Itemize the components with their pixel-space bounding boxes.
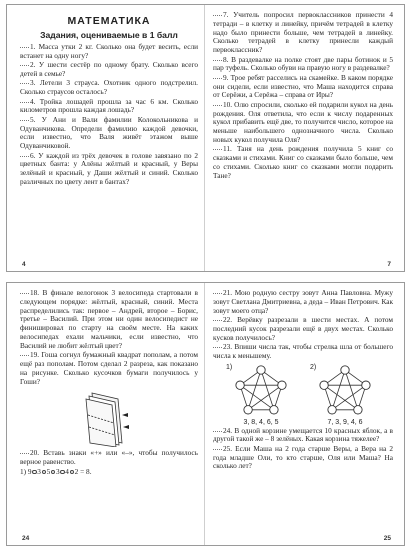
question-text: Гоша согнул бумажный квадрат пополам, а потом ещё раз пополам. Потом сделал 2 разреза, как показано на рисунке. Сколько кусочков бумаги получилось у Гоши? <box>20 350 198 386</box>
page-4 <box>7 5 204 271</box>
question-number: 24. <box>223 425 233 435</box>
question-text: Олю спросили, сколько ей подарили кукол на день рождения. Оля ответила, что если к числу подаренных кукол прибавить ещё две, то получится число, которое на меньше наибольшего однозначного числа. Сколько новых кукол получила Оля? <box>213 99 393 144</box>
equation-prefix: 1) 9 <box>20 466 32 476</box>
pentagon-edge <box>241 389 246 406</box>
question-text: Учитель попросил первоклассников принести 4 тетради – в клетку и линейку, причём тетрадей в клетку надо было принести больше, чем тетрадей в линейку. Сколько тетрадей в клетку принесли каждый первоклассник? <box>213 10 393 55</box>
number-slot-circle <box>257 365 265 373</box>
question-number: 1. <box>30 42 36 51</box>
question-number: 2. <box>30 60 36 70</box>
placeholder-mark <box>213 449 222 450</box>
question-1 <box>20 43 198 61</box>
question-text: Трое ребят расселись на скамейке. В каком порядке они сидели, если известно, что Маша находится справа от Серёжи, а Серёжа – справа от Иры? <box>213 72 393 100</box>
question-number: 10. <box>223 99 233 109</box>
page-25 <box>205 283 405 545</box>
question-text: У Ани и Вали фамилии Колокольникова и Одуванчикова. Определи фамилию каждой девочки, если известно, что Валя живёт этажом выше Одуванчиковой. <box>20 114 198 151</box>
question-number: 21. <box>223 288 233 297</box>
question-number: 22. <box>223 314 233 324</box>
question-25 <box>213 445 393 471</box>
equation-digit: 3 <box>55 466 60 476</box>
page-number: 7 <box>387 261 391 268</box>
question-text: Верёвку разрезали в шести местах. А потом последний кусок разрезали ещё в двух местах. Сколько кусков получилось? <box>213 314 394 342</box>
folded-paper-illustration <box>78 389 140 447</box>
question-9 <box>213 74 393 100</box>
number-slot-circle <box>328 405 336 413</box>
folded-paper-figure <box>20 389 198 447</box>
star-diagonal <box>333 374 343 406</box>
placeholder-mark <box>213 431 222 432</box>
question-24 <box>213 427 393 445</box>
question-number: 3. <box>30 78 36 88</box>
equation-digit: 3 <box>37 466 41 476</box>
number-slot-circle <box>236 381 244 389</box>
placeholder-mark <box>213 78 222 79</box>
question-number: 20. <box>30 448 40 458</box>
sign-slot[interactable] <box>51 470 56 475</box>
question-text: Летели 3 страуса. Охотник одного подстрелил. Сколько страусов осталось? <box>20 78 198 97</box>
pentagon-edge <box>264 372 278 382</box>
question-3 <box>20 79 198 97</box>
question-number: 9. <box>223 72 229 82</box>
question-18 <box>20 289 198 351</box>
placeholder-mark <box>20 453 29 454</box>
pentagon-edge <box>243 372 257 382</box>
equation-digit: 4 <box>65 466 69 476</box>
placeholder-mark <box>20 47 29 48</box>
pentagon-edge <box>325 389 330 406</box>
question-7 <box>213 11 393 55</box>
question-11 <box>213 145 393 180</box>
question-number: 5. <box>30 114 36 124</box>
placeholder-mark <box>213 149 222 150</box>
question-5 <box>20 116 198 151</box>
star-diagonal <box>243 387 270 407</box>
question-6 <box>20 152 198 187</box>
question-text: Впиши числа так, чтобы стрелка шла от большего числа к меньшему. <box>213 341 393 360</box>
figure-label: 2) <box>310 363 317 371</box>
question-10 <box>213 101 393 145</box>
question-20 <box>20 449 198 467</box>
star-diagonal <box>346 374 356 406</box>
placeholder-mark <box>213 293 222 294</box>
star-figure-2 <box>308 364 382 426</box>
placeholder-mark <box>213 105 222 106</box>
question-text: Тройка лошадей прошла за час 6 км. Сколько километров прошла каждая лошадь? <box>20 96 198 115</box>
number-slot-circle <box>270 405 278 413</box>
question-text: У шести сестёр по одному брату. Сколько всего детей в семье? <box>20 60 198 78</box>
question-21 <box>213 289 393 315</box>
equation-line <box>20 468 198 477</box>
pentagon-star-diagram <box>316 364 374 418</box>
figure-label: 1) <box>226 363 233 371</box>
sign-slot[interactable] <box>42 470 47 475</box>
number-slot-circle <box>278 381 286 389</box>
question-text: Если Маша на 2 года старше Веры, а Вера на 2 года младше Оли, то кто старше, Оля или Маша? На сколько лет? <box>213 443 394 471</box>
placeholder-mark <box>213 320 222 321</box>
pentagon-edge <box>275 389 280 406</box>
top-book-spread <box>6 4 405 272</box>
star-diagonal <box>251 387 278 407</box>
star-diagonal <box>262 374 272 406</box>
placeholder-mark <box>213 347 222 348</box>
figure-numbers: 3, 8, 4, 6, 5 <box>243 418 279 426</box>
question-number: 4. <box>30 96 36 106</box>
pentagon-star-diagram <box>232 364 290 418</box>
placeholder-mark <box>20 156 29 157</box>
placeholder-mark <box>213 60 222 61</box>
question-text: Мою родную сестру зовут Анна Павловна. Мужу зовут Светлана Дмитриевна, а деда – Иван Петрович. Как зовут моего отца? <box>213 288 393 315</box>
question-number: 25. <box>223 443 233 453</box>
figure-numbers: 7, 3, 9, 4, 6 <box>327 418 363 426</box>
star-diagonal <box>327 387 354 407</box>
pentagon-edge <box>327 372 341 382</box>
equation-digit: 5 <box>46 466 51 476</box>
star-diagonal <box>249 374 259 406</box>
question-text: В финале велогонок 3 велосипеда стартовали в следующем порядке: жёлтый, красный, синий. Места распределились так: первое – Андрей, второе – Борис, третье – Василий. При этом ни один велосипедист не финишировал по старту на своём месте. На каких велосипедах ехали мальчики, если известно, что Василий не любит жёлтый цвет? <box>20 288 199 350</box>
sign-slot[interactable] <box>32 470 37 475</box>
number-slot-circle <box>341 365 349 373</box>
equation-digit: 2 <box>74 466 79 476</box>
question-number: 19. <box>30 350 40 360</box>
question-19 <box>20 351 198 386</box>
sign-slot[interactable] <box>60 470 65 475</box>
bottom-book-spread <box>6 282 405 546</box>
question-text: Масса утки 2 кг. Сколько она будет весить, если встанет на одну ногу? <box>20 42 198 60</box>
question-8 <box>213 56 393 74</box>
question-text: В раздевалке на полке стоят две пары ботинок и 5 пар туфель. Сколько обуви на правую ногу в раздевалке? <box>213 54 393 73</box>
question-2 <box>20 61 198 79</box>
subject-title: МАТЕМАТИКА <box>67 15 151 27</box>
pentagon-edge <box>359 389 364 406</box>
question-number: 7. <box>223 10 229 19</box>
placeholder-mark <box>20 120 29 121</box>
question-number: 11. <box>223 144 232 154</box>
question-number: 18. <box>30 288 40 297</box>
placeholder-mark <box>20 293 29 294</box>
number-slot-circle <box>244 405 252 413</box>
question-4 <box>20 98 198 116</box>
question-number: 8. <box>223 54 229 64</box>
number-slot-circle <box>354 405 362 413</box>
placeholder-mark <box>20 65 29 66</box>
placeholder-mark <box>20 83 29 84</box>
sign-slot[interactable] <box>70 470 75 475</box>
page-24 <box>7 283 204 545</box>
question-23 <box>213 343 393 361</box>
pentagon-edge <box>348 372 362 382</box>
placeholder-mark <box>213 15 222 16</box>
star-diagonal <box>335 387 362 407</box>
question-text: Таня на день рождения получила 5 книг со сказками и стихами. Книг со сказками было больше, чем со стихами. Сколько книг со сказками могли подарить Тане? <box>213 144 394 180</box>
question-text: У каждой из трёх девочек в голове завязано по 2 цветных банта: у Алёны жёлтый и красный, у Веры зелёный и красный, у Даши жёлтый и синий. Сколько различных по цвету лент в бантах? <box>20 150 198 186</box>
star-figure-1 <box>224 364 298 426</box>
number-slot-circle <box>362 381 370 389</box>
question-text: Вставь знаки «+» или «–», чтобы получилось верное равенство. <box>20 448 198 467</box>
page-number: 25 <box>383 535 391 542</box>
section-title: Задания, оцениваемые в 1 балл <box>40 30 178 40</box>
question-22 <box>213 316 393 342</box>
placeholder-mark <box>20 102 29 103</box>
page-number: 4 <box>22 261 26 268</box>
star-figures <box>213 364 393 426</box>
question-text: В одной корзине умещается 10 красных яблок, а в другой такой же – 8 зелёных. Какая корзина тяжелее? <box>213 425 394 444</box>
number-slot-circle <box>320 381 328 389</box>
placeholder-mark <box>20 355 29 356</box>
page-number: 24 <box>22 535 30 542</box>
question-number: 6. <box>30 150 36 160</box>
page-7 <box>205 5 405 271</box>
equation-suffix: = 8. <box>80 466 92 476</box>
question-number: 23. <box>223 341 233 351</box>
